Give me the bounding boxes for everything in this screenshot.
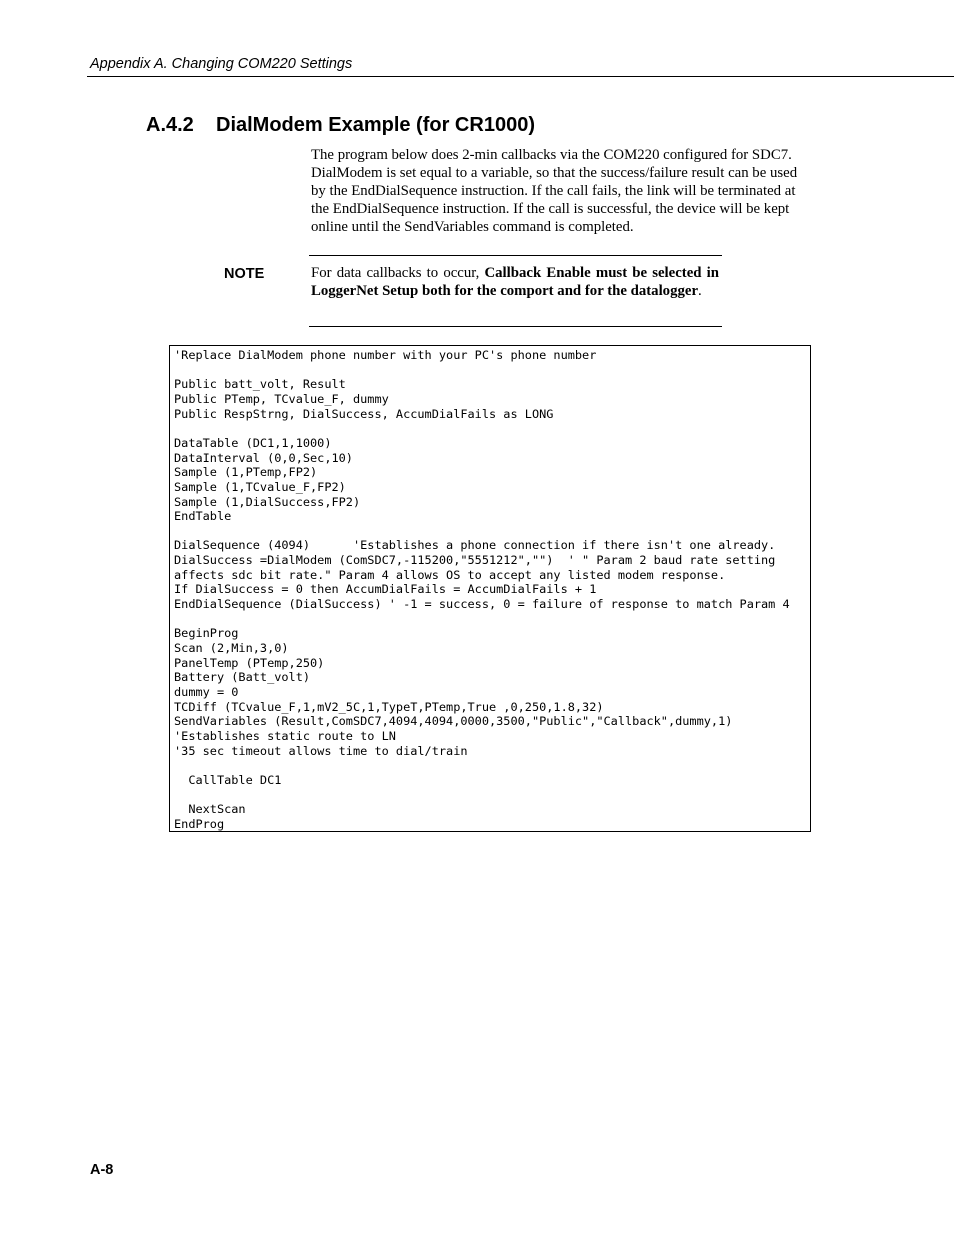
code-line: 'Replace DialModem phone number with your PC's phone number — [174, 348, 597, 362]
note-text — [311, 264, 719, 300]
code-line: Public RespStrng, DialSuccess, AccumDialFails as LONG — [174, 406, 554, 421]
note-label: NOTE — [224, 266, 265, 282]
code-line: Sample (1,DialSuccess,FP2) — [174, 494, 361, 509]
code-line: DataInterval (0,0,Sec,10) — [174, 450, 353, 465]
note-bottom-rule — [309, 326, 722, 327]
code-line: SendVariables (Result,ComSDC7,4094,4094,0000,3500,"Public","Callback",dummy,1) — [174, 714, 733, 729]
code-line: If DialSuccess = 0 then AccumDialFails = AccumDialFails + 1 — [174, 582, 597, 597]
code-line: DialSequence (4094) 'Establishes a phone connection if there isn't one already. — [174, 538, 776, 553]
code-line: '35 sec timeout allows time to dial/train — [174, 743, 468, 758]
code-line — [174, 524, 806, 539]
code-line: Sample (1,TCvalue_F,FP2) — [174, 479, 346, 494]
note-text-tail: . — [698, 283, 702, 299]
code-line: EndProg — [174, 816, 225, 831]
code-listing — [169, 345, 811, 832]
code-line: PanelTemp (PTemp,250) — [174, 655, 325, 670]
code-line: dummy = 0 — [174, 685, 239, 700]
note-text-emphasis: Callback Enable must be selected in LoggerNet Setup both for the comport and for the datalogger — [311, 265, 719, 299]
code-line: Public batt_volt, Result — [174, 377, 346, 392]
intro-paragraph: The program below does 2-min callbacks via the COM220 configured for SDC7. DialModem is set equal to a variable, so that the success/failure result can be used by the EndDialSequence instruction. If the call fails, the link will be terminated at the EndDialSequence instruction. If the call is successful, the device will be kept online until the SendVariables command is completed. — [311, 147, 798, 235]
code-line: CallTable DC1 — [174, 772, 282, 787]
code-line: DataTable (DC1,1,1000) — [174, 435, 332, 450]
code-line: BeginProg — [174, 626, 239, 641]
code-line: TCDiff (TCvalue_F,1,mV2_5C,1,TypeT,PTemp,True ,0,250,1.8,32) — [174, 699, 604, 714]
section-title: DialModem Example (for CR1000) — [216, 114, 535, 136]
note-text-lead: For data callbacks to occur, — [311, 265, 485, 281]
section-number: A.4.2 — [146, 114, 194, 136]
code-line: 'Establishes static route to LN — [174, 729, 396, 743]
code-line: Scan (2,Min,3,0) — [174, 641, 289, 656]
code-line: Battery (Batt_volt) — [174, 670, 311, 685]
code-line — [174, 612, 806, 627]
code-line — [174, 788, 806, 803]
header-rule — [87, 76, 954, 77]
code-line: Sample (1,PTemp,FP2) — [174, 465, 318, 480]
code-line — [174, 421, 806, 436]
note-top-rule — [309, 255, 722, 256]
section-heading — [146, 112, 535, 138]
code-line: EndTable — [174, 509, 232, 524]
code-line: affects sdc bit rate." Param 4 allows OS to accept any listed modem response. — [174, 567, 726, 582]
code-line — [174, 363, 806, 378]
code-line: Public PTemp, TCvalue_F, dummy — [174, 391, 389, 406]
page-number: A-8 — [90, 1162, 114, 1178]
running-header: Appendix A. Changing COM220 Settings — [90, 56, 353, 72]
code-line — [174, 758, 806, 773]
code-line: DialSuccess =DialModem (ComSDC7,-115200,"5551212","") ' " Param 2 baud rate setting — [174, 553, 776, 568]
code-line: EndDialSequence (DialSuccess) ' -1 = success, 0 = failure of response to match Param 4 — [174, 597, 790, 612]
code-line: NextScan — [174, 802, 246, 817]
